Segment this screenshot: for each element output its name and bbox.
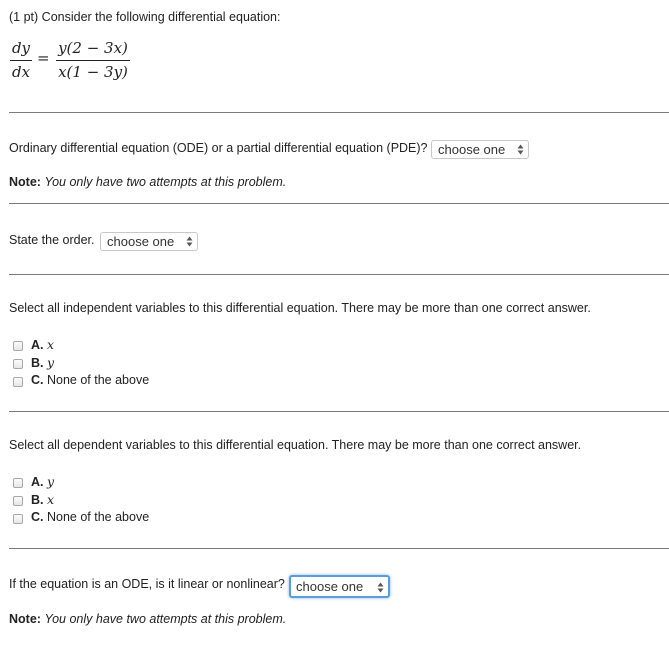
- option-letter: C.: [31, 510, 44, 524]
- rhs-denominator: x(1 − 3y): [58, 63, 128, 81]
- ode-pde-select-value: choose one: [438, 142, 506, 157]
- q4-option-b-label: [31, 492, 54, 507]
- equals-sign: =: [37, 49, 50, 67]
- q3-option-b-checkbox[interactable]: [13, 359, 23, 369]
- points-label: (1 pt): [9, 10, 39, 24]
- q1-text: Ordinary differential equation (ODE) or a partial differential equation (PDE)?: [9, 141, 428, 155]
- q2-text: State the order.: [9, 233, 95, 247]
- rhs-fraction: [56, 39, 130, 81]
- note-1: [9, 175, 286, 189]
- option-value: y: [46, 474, 55, 489]
- option-value: y: [46, 355, 55, 370]
- ode-pde-select[interactable]: [431, 140, 529, 159]
- lhs-denominator: dx: [11, 63, 31, 81]
- select-arrows-icon: [517, 144, 524, 155]
- lhs-numerator: dy: [11, 39, 31, 57]
- q4-option-c-checkbox[interactable]: [13, 514, 23, 524]
- q3-option-a-checkbox[interactable]: [13, 341, 23, 351]
- lhs-fraction-bar: [10, 60, 32, 61]
- divider: [9, 548, 669, 549]
- q3-option-c-label: [31, 373, 149, 387]
- q4-option-c-label: [31, 510, 149, 524]
- q5-text: If the equation is an ODE, is it linear or nonlinear?: [9, 577, 285, 591]
- option-value: x: [46, 337, 55, 352]
- select-arrows-icon: [186, 236, 193, 247]
- divider: [9, 411, 669, 412]
- q4-option-a-checkbox[interactable]: [13, 478, 23, 488]
- order-select[interactable]: [100, 232, 198, 251]
- q4-text: Select all dependent variables to this differential equation. There may be more than one correct answer.: [9, 438, 582, 452]
- q4-option-a-label: [31, 474, 54, 489]
- note-1-label: Note:: [9, 175, 41, 189]
- note-2-text: You only have two attempts at this problem.: [44, 612, 287, 626]
- q3-option-c-checkbox[interactable]: [13, 377, 23, 387]
- divider: [9, 203, 669, 204]
- rhs-numerator: y(2 − 3x): [58, 39, 128, 57]
- q3-option-b-label: [31, 355, 54, 370]
- linearity-select-value: choose one: [296, 579, 364, 594]
- rhs-fraction-bar: [56, 60, 130, 61]
- option-value: x: [46, 492, 55, 507]
- intro-text: Consider the following differential equation:: [41, 10, 281, 24]
- option-letter: C.: [31, 373, 44, 387]
- linearity-select[interactable]: [289, 575, 390, 598]
- option-letter: B.: [31, 493, 44, 507]
- q3-text: Select all independent variables to this differential equation. There may be more than one correct answer.: [9, 301, 591, 315]
- q4-option-b-checkbox[interactable]: [13, 496, 23, 506]
- note-1-text: You only have two attempts at this problem.: [44, 175, 287, 189]
- option-letter: A.: [31, 338, 44, 352]
- option-letter: A.: [31, 475, 44, 489]
- note-2-label: Note:: [9, 612, 41, 626]
- divider: [9, 112, 669, 113]
- select-arrows-icon: [377, 582, 384, 593]
- divider: [9, 274, 669, 275]
- option-value: None of the above: [46, 510, 150, 524]
- order-select-value: choose one: [107, 234, 175, 249]
- lhs-fraction: [10, 39, 32, 81]
- note-2: [9, 612, 286, 626]
- problem-header: [9, 10, 280, 24]
- option-letter: B.: [31, 356, 44, 370]
- option-value: None of the above: [46, 373, 150, 387]
- q3-option-a-label: [31, 337, 54, 352]
